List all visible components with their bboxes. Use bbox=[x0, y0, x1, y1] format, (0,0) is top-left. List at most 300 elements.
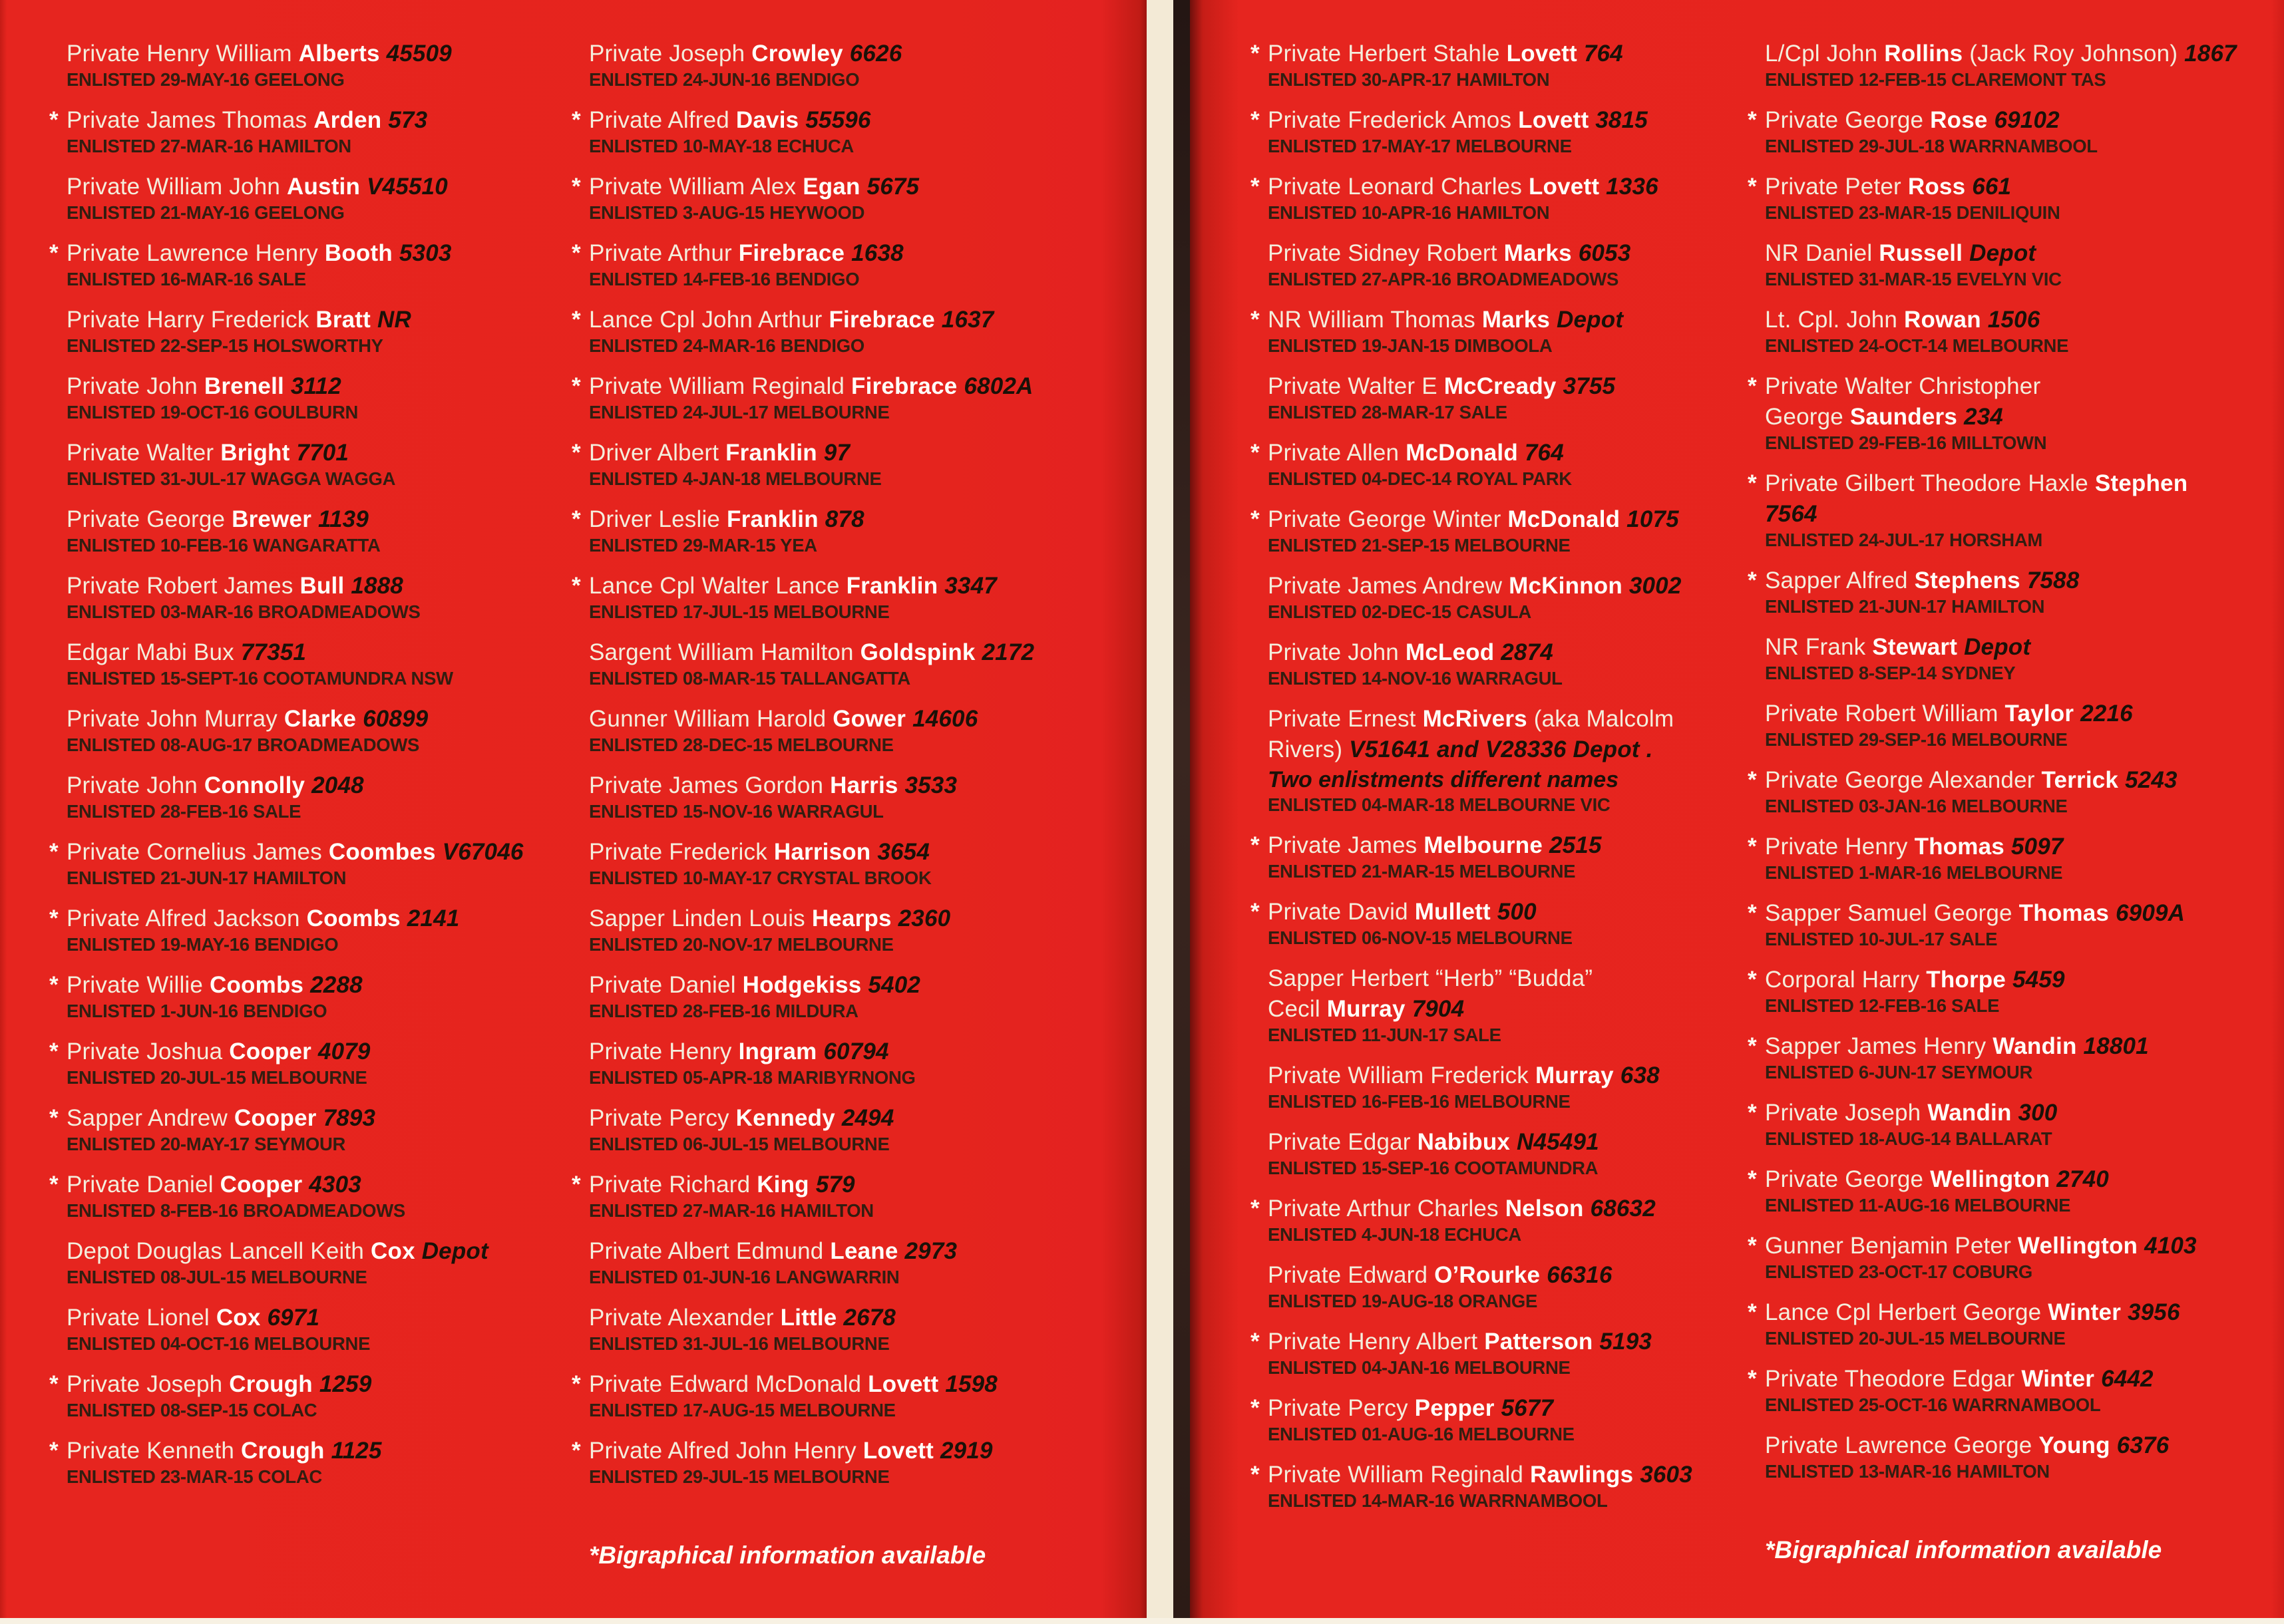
soldier-entry bbox=[1748, 965, 2283, 1017]
surname: Winter bbox=[2048, 1299, 2122, 1325]
soldier-entry bbox=[1268, 238, 1707, 290]
name-text: George bbox=[1765, 404, 1843, 430]
biography-star: * bbox=[1748, 470, 1757, 496]
service-number: 2141 bbox=[407, 905, 460, 931]
enlistment-detail: ENLISTED 03-JAN-16 MELBOURNE bbox=[1765, 796, 2068, 816]
name-text: Private William Alex bbox=[589, 174, 797, 200]
soldier-entry bbox=[1268, 571, 1707, 623]
service-number: 6376 bbox=[2116, 1432, 2170, 1458]
enlistment-detail: ENLISTED 21-MAY-16 GEELONG bbox=[67, 202, 345, 223]
surname: McKinnon bbox=[1509, 573, 1622, 599]
biography-star: * bbox=[1748, 373, 1757, 399]
name-text: Private Edward bbox=[1268, 1262, 1428, 1288]
enlistment-detail: ENLISTED 21-JUN-17 HAMILTON bbox=[67, 868, 347, 888]
name-line bbox=[1268, 1260, 1707, 1291]
biography-star: * bbox=[49, 240, 59, 266]
name-text: Private James Andrew bbox=[1268, 573, 1503, 599]
name-text: Cecil bbox=[1268, 996, 1320, 1022]
name-text: Private Harry Frederick bbox=[67, 307, 309, 333]
soldier-entry bbox=[1250, 504, 1707, 556]
surname: Coombs bbox=[306, 905, 401, 931]
biography-star: * bbox=[572, 107, 581, 133]
enlistment-detail: ENLISTED 18-AUG-14 BALLARAT bbox=[1765, 1128, 2052, 1149]
name-text: Private Henry Albert bbox=[1268, 1329, 1478, 1355]
service-number: 5459 bbox=[2012, 967, 2065, 993]
service-number: V67046 bbox=[442, 839, 524, 865]
enlistment-detail: ENLISTED 29-JUL-15 MELBOURNE bbox=[589, 1466, 890, 1487]
biography-star: * bbox=[1250, 899, 1260, 925]
soldier-entry bbox=[1268, 371, 1707, 423]
service-number: 2973 bbox=[904, 1238, 958, 1264]
name-line bbox=[67, 172, 539, 202]
enlistment-detail: ENLISTED 4-JUN-18 ECHUCA bbox=[1268, 1224, 1521, 1245]
name-line bbox=[49, 1369, 539, 1400]
surname: Arden bbox=[313, 107, 382, 133]
soldier-entry bbox=[572, 172, 1068, 224]
soldier-entry bbox=[49, 970, 539, 1022]
name-text: Private Henry William bbox=[67, 41, 292, 67]
name-line bbox=[589, 970, 1068, 1001]
name-line bbox=[1765, 1430, 2283, 1461]
name-line bbox=[1748, 965, 2283, 995]
biography-star: * bbox=[49, 1105, 59, 1131]
name-text: Private Alfred John Henry bbox=[589, 1438, 856, 1464]
name-text: Gunner Benjamin Peter bbox=[1765, 1233, 2011, 1259]
name-text: Private Henry bbox=[589, 1039, 732, 1064]
soldier-entry bbox=[589, 837, 1068, 889]
soldier-entry bbox=[1748, 832, 2283, 884]
name-line bbox=[67, 438, 539, 468]
surname: Clarke bbox=[284, 706, 357, 732]
service-number: 1259 bbox=[319, 1371, 372, 1397]
enlistment-detail: ENLISTED 15-NOV-16 WARRAGUL bbox=[589, 801, 884, 822]
name-line bbox=[1250, 172, 1707, 202]
name-text: Private George Winter bbox=[1268, 506, 1501, 532]
name-line bbox=[589, 770, 1068, 801]
service-number: 2740 bbox=[2056, 1166, 2109, 1192]
surname: Cooper bbox=[234, 1105, 317, 1131]
enlistment-detail: ENLISTED 29-FEB-16 MILLTOWN bbox=[1765, 432, 2047, 453]
name-text: Lance Cpl Herbert George bbox=[1765, 1299, 2042, 1325]
name-line bbox=[1250, 1194, 1707, 1224]
service-number: 66316 bbox=[1547, 1262, 1613, 1288]
surname: Wellington bbox=[2017, 1233, 2138, 1259]
service-number: 60794 bbox=[823, 1039, 889, 1064]
name-text: Private Joseph bbox=[67, 1371, 223, 1397]
name-text: Sapper James Henry bbox=[1765, 1033, 1987, 1059]
name-line bbox=[1748, 765, 2283, 796]
name-text: Private Ernest bbox=[1268, 706, 1416, 732]
enlistment-detail: ENLISTED 15-SEPT-16 COOTAMUNDRA NSW bbox=[67, 668, 453, 689]
surname: Davis bbox=[735, 107, 799, 133]
soldier-entry bbox=[1250, 438, 1707, 490]
soldier-entry bbox=[572, 1436, 1068, 1488]
surname: Brenell bbox=[204, 373, 284, 399]
name-line bbox=[67, 704, 539, 734]
name-line bbox=[1748, 172, 2283, 202]
enlistment-detail: ENLISTED 04-MAR-18 MELBOURNE VIC bbox=[1268, 794, 1611, 815]
enlistment-detail: ENLISTED 17-JUL-15 MELBOURNE bbox=[589, 601, 890, 622]
enlistment-detail: ENLISTED 31-JUL-17 WAGGA WAGGA bbox=[67, 468, 396, 489]
soldier-entry bbox=[1250, 830, 1707, 882]
service-number: 2048 bbox=[311, 772, 364, 798]
surname: McLeod bbox=[1405, 639, 1495, 665]
service-number: 55596 bbox=[805, 107, 871, 133]
surname: Cox bbox=[371, 1238, 415, 1264]
name-text: Private John bbox=[67, 373, 198, 399]
name-text: Sapper Linden Louis bbox=[589, 905, 805, 931]
service-number: 7588 bbox=[2026, 568, 2080, 593]
biography-star: * bbox=[1250, 174, 1260, 200]
surname: Thomas bbox=[1914, 834, 2004, 860]
surname: Franklin bbox=[727, 506, 819, 532]
biography-star: * bbox=[49, 972, 59, 998]
service-number: 6442 bbox=[2101, 1366, 2154, 1392]
surname: Wandin bbox=[1993, 1033, 2077, 1059]
biography-star: * bbox=[572, 440, 581, 466]
name-text: Private Alfred Jackson bbox=[67, 905, 300, 931]
service-number: 1867 bbox=[2184, 41, 2237, 67]
surname: Lovett bbox=[862, 1438, 934, 1464]
name-line bbox=[1268, 734, 1707, 765]
name-text: Sargent William Hamilton bbox=[589, 639, 854, 665]
soldier-entry bbox=[1268, 963, 1707, 1046]
name-text: Private Gilbert Theodore Haxle bbox=[1765, 470, 2088, 496]
name-text: Private Leonard Charles bbox=[1268, 174, 1523, 200]
soldier-entry bbox=[1765, 632, 2283, 684]
surname: Ross bbox=[1907, 174, 1966, 200]
service-number: 2874 bbox=[1501, 639, 1553, 665]
soldier-entry bbox=[572, 371, 1068, 423]
name-line bbox=[1250, 105, 1707, 136]
surname: Firebrace bbox=[738, 240, 845, 266]
soldier-entry bbox=[1765, 39, 2283, 90]
surname: Saunders bbox=[1849, 404, 1957, 430]
name-line bbox=[1765, 305, 2283, 335]
name-line bbox=[589, 1236, 1068, 1267]
service-number: 1075 bbox=[1626, 506, 1679, 532]
name-line bbox=[589, 1303, 1068, 1333]
soldier-entry bbox=[1250, 1194, 1707, 1245]
name-text: Private Walter bbox=[67, 440, 214, 466]
service-number: 3533 bbox=[904, 772, 958, 798]
soldier-entry bbox=[1765, 1430, 2283, 1482]
enlistment-detail: ENLISTED 30-APR-17 HAMILTON bbox=[1268, 69, 1550, 90]
soldier-entry bbox=[67, 305, 539, 357]
book-spine-gutter bbox=[1147, 0, 1173, 1624]
soldier-entry bbox=[1765, 305, 2283, 357]
surname: Bull bbox=[299, 573, 345, 599]
soldier-entry bbox=[49, 238, 539, 290]
service-number: Depot bbox=[1557, 307, 1624, 333]
name-text: Private James Gordon bbox=[589, 772, 824, 798]
surname: Firebrace bbox=[829, 307, 935, 333]
enlistment-detail: ENLISTED 28-FEB-16 SALE bbox=[67, 801, 301, 822]
service-number: 6971 bbox=[267, 1305, 320, 1331]
name-text: Private Robert James bbox=[67, 573, 293, 599]
enlistment-detail: ENLISTED 11-AUG-16 MELBOURNE bbox=[1765, 1195, 2071, 1216]
name-text: Corporal Harry bbox=[1765, 967, 1920, 993]
service-number: 3112 bbox=[290, 373, 341, 399]
service-number: 2494 bbox=[841, 1105, 894, 1131]
name-line bbox=[572, 1369, 1068, 1400]
biography-star: * bbox=[572, 506, 581, 532]
name-text: Private Lionel bbox=[67, 1305, 210, 1331]
name-line bbox=[67, 371, 539, 402]
name-text: Private Daniel bbox=[67, 1172, 214, 1198]
biography-star: * bbox=[1250, 1329, 1260, 1355]
name-line bbox=[589, 1103, 1068, 1134]
service-number: 7904 bbox=[1412, 996, 1465, 1022]
soldier-entry bbox=[589, 1236, 1068, 1288]
service-number: 60899 bbox=[363, 706, 429, 732]
enlistment-detail: ENLISTED 12-FEB-16 SALE bbox=[1765, 995, 2000, 1016]
name-line bbox=[49, 970, 539, 1001]
enlistment-detail: ENLISTED 10-MAY-18 ECHUCA bbox=[589, 136, 854, 156]
service-number: 6802A bbox=[964, 373, 1034, 399]
enlistment-detail: ENLISTED 21-MAR-15 MELBOURNE bbox=[1268, 861, 1576, 882]
name-line bbox=[1765, 238, 2283, 269]
soldier-entry bbox=[572, 305, 1068, 357]
enlistment-detail: ENLISTED 10-MAY-17 CRYSTAL BROOK bbox=[589, 868, 932, 888]
surname: Coombes bbox=[328, 839, 436, 865]
biography-star: * bbox=[572, 1371, 581, 1397]
enlistment-detail: ENLISTED 24-JUN-16 BENDIGO bbox=[589, 69, 860, 90]
name-text: Private George bbox=[67, 506, 226, 532]
name-text: Private Edward McDonald bbox=[589, 1371, 862, 1397]
name-text: Driver Albert bbox=[589, 440, 719, 466]
name-line bbox=[1250, 39, 1707, 69]
name-text: Sapper Alfred bbox=[1765, 568, 1908, 593]
biography-star: * bbox=[1250, 1196, 1260, 1221]
service-number: 1125 bbox=[331, 1438, 382, 1464]
name-line bbox=[1748, 1164, 2283, 1195]
name-line bbox=[572, 438, 1068, 468]
enlistment-detail: ENLISTED 8-FEB-16 BROADMEADOWS bbox=[67, 1200, 405, 1221]
name-line bbox=[1250, 504, 1707, 535]
surname: Coombs bbox=[210, 972, 304, 998]
name-line bbox=[1268, 963, 1707, 994]
name-text: Private Daniel bbox=[589, 972, 736, 998]
service-number: 18801 bbox=[2083, 1033, 2149, 1059]
name-line bbox=[67, 637, 539, 668]
name-text: Lance Cpl John Arthur bbox=[589, 307, 823, 333]
enlistment-detail: ENLISTED 23-MAR-15 COLAC bbox=[67, 1466, 322, 1487]
soldier-entry bbox=[589, 39, 1068, 90]
enlistment-detail: ENLISTED 10-FEB-16 WANGARATTA bbox=[67, 535, 381, 556]
name-text: Private Alfred bbox=[589, 107, 729, 133]
surname: Brewer bbox=[232, 506, 312, 532]
service-number: 3815 bbox=[1595, 107, 1648, 133]
soldier-entry bbox=[1250, 305, 1707, 357]
name-text: Private John bbox=[67, 772, 198, 798]
biography-star: * bbox=[572, 1172, 581, 1198]
enlistment-detail: ENLISTED 1-JUN-16 BENDIGO bbox=[67, 1001, 327, 1021]
enlistment-detail: ENLISTED 19-OCT-16 GOULBURN bbox=[67, 402, 359, 422]
name-text: Private Arthur bbox=[589, 240, 732, 266]
enlistment-detail: ENLISTED 08-MAR-15 TALLANGATTA bbox=[589, 668, 910, 689]
biography-star: * bbox=[1748, 1299, 1757, 1325]
surname: Egan bbox=[803, 174, 860, 200]
enlistment-detail: ENLISTED 01-AUG-16 MELBOURNE bbox=[1268, 1424, 1575, 1444]
service-number: 2172 bbox=[982, 639, 1035, 665]
biography-star: * bbox=[572, 573, 581, 599]
surname: Thorpe bbox=[1926, 967, 2006, 993]
surname: McRivers bbox=[1422, 706, 1527, 732]
soldier-entry bbox=[67, 504, 539, 556]
surname: Franklin bbox=[846, 573, 938, 599]
service-number: 14606 bbox=[912, 706, 978, 732]
name-text: Edgar Mabi Bux bbox=[67, 639, 234, 665]
biography-star: * bbox=[49, 107, 59, 133]
surname: Marks bbox=[1503, 240, 1572, 266]
enlistment-detail: ENLISTED 23-OCT-17 COBURG bbox=[1765, 1261, 2033, 1282]
enlistment-detail: ENLISTED 12-FEB-15 CLAREMONT TAS bbox=[1765, 69, 2106, 90]
service-number: 5243 bbox=[2125, 767, 2178, 793]
enlistment-detail: ENLISTED 15-SEP-16 COOTAMUNDRA bbox=[1268, 1158, 1599, 1178]
enlistment-detail: ENLISTED 24-JUL-17 HORSHAM bbox=[1765, 530, 2042, 550]
surname: McCready bbox=[1443, 373, 1557, 399]
service-number: 573 bbox=[388, 107, 428, 133]
name-line bbox=[572, 1170, 1068, 1200]
soldier-entry bbox=[49, 1369, 539, 1421]
service-number: 1598 bbox=[945, 1371, 998, 1397]
name-text: L/Cpl John bbox=[1765, 41, 1878, 67]
biography-star: * bbox=[49, 1039, 59, 1064]
enlistment-detail: ENLISTED 14-MAR-16 WARRNAMBOOL bbox=[1268, 1490, 1608, 1511]
biography-star: * bbox=[1748, 1100, 1757, 1126]
enlistment-detail: ENLISTED 31-JUL-16 MELBOURNE bbox=[589, 1333, 890, 1354]
name-line bbox=[1268, 637, 1707, 668]
surname: Harrison bbox=[773, 839, 871, 865]
soldier-entry bbox=[1748, 566, 2283, 617]
soldier-entry bbox=[67, 637, 539, 689]
enlistment-detail: ENLISTED 21-SEP-15 MELBOURNE bbox=[1268, 535, 1571, 556]
service-number: 5675 bbox=[866, 174, 920, 200]
soldier-entry bbox=[1268, 1260, 1707, 1312]
enlistment-detail: ENLISTED 27-MAR-16 HAMILTON bbox=[67, 136, 351, 156]
enlistment-detail: ENLISTED 21-JUN-17 HAMILTON bbox=[1765, 596, 2045, 617]
name-line bbox=[572, 238, 1068, 269]
name-text: Private Richard bbox=[589, 1172, 751, 1198]
service-number: Depot bbox=[421, 1238, 488, 1264]
enlistment-detail: ENLISTED 20-JUL-15 MELBOURNE bbox=[67, 1067, 367, 1088]
service-number: 500 bbox=[1497, 899, 1537, 925]
service-number: 2678 bbox=[843, 1305, 896, 1331]
service-number: 3755 bbox=[1563, 373, 1616, 399]
surname: Alberts bbox=[298, 41, 380, 67]
enlistment-detail: ENLISTED 29-MAR-15 YEA bbox=[589, 535, 817, 556]
name-line bbox=[1250, 897, 1707, 927]
service-number: 7701 bbox=[296, 440, 349, 466]
biography-star: * bbox=[1748, 967, 1757, 993]
enlistment-detail: ENLISTED 08-AUG-17 BROADMEADOWS bbox=[67, 734, 420, 755]
name-line bbox=[1250, 830, 1707, 861]
soldier-entry bbox=[572, 105, 1068, 157]
soldier-entry bbox=[67, 1303, 539, 1355]
enlistment-detail: ENLISTED 23-MAR-15 DENILIQUIN bbox=[1765, 202, 2060, 223]
enlistment-detail: ENLISTED 04-DEC-14 ROYAL PARK bbox=[1268, 468, 1572, 489]
service-number: 661 bbox=[1972, 174, 2012, 200]
soldier-entry bbox=[1748, 1297, 2283, 1349]
service-number: 4303 bbox=[309, 1172, 361, 1198]
service-number: 69102 bbox=[1994, 107, 2060, 133]
surname: Goldspink bbox=[860, 639, 976, 665]
name-text: Private Robert William bbox=[1765, 701, 1998, 727]
enlistment-detail: ENLISTED 02-DEC-15 CASULA bbox=[1268, 601, 1531, 622]
name-line bbox=[1748, 1364, 2283, 1394]
name-text: Private William John bbox=[67, 174, 281, 200]
surname: Lovett bbox=[1518, 107, 1589, 133]
surname: Cooper bbox=[220, 1172, 303, 1198]
name-line bbox=[67, 770, 539, 801]
name-line bbox=[572, 1436, 1068, 1466]
service-number: 4103 bbox=[2144, 1233, 2197, 1259]
name-line bbox=[1250, 1393, 1707, 1424]
service-number: 77351 bbox=[240, 639, 307, 665]
name-line bbox=[1250, 305, 1707, 335]
service-number: 1506 bbox=[1987, 307, 2040, 333]
soldier-entry bbox=[572, 1369, 1068, 1421]
name-text: Private Henry bbox=[1765, 834, 1908, 860]
biography-star: * bbox=[1250, 107, 1260, 133]
service-number: 1638 bbox=[851, 240, 904, 266]
name-line bbox=[1765, 699, 2283, 729]
name-text: Private Percy bbox=[1268, 1395, 1408, 1421]
name-line bbox=[49, 837, 539, 868]
enlistment-detail: ENLISTED 19-JAN-15 DIMBOOLA bbox=[1268, 335, 1553, 356]
surname: Rose bbox=[1930, 107, 1988, 133]
soldier-entry bbox=[572, 438, 1068, 490]
service-number: 300 bbox=[2018, 1100, 2058, 1126]
name-line bbox=[49, 1436, 539, 1466]
enlistment-detail: ENLISTED 03-MAR-16 BROADMEADOWS bbox=[67, 601, 421, 622]
roll-column-4 bbox=[1748, 39, 2283, 1565]
service-number: 7564 bbox=[1765, 501, 1817, 527]
surname: Franklin bbox=[725, 440, 817, 466]
name-text: Private Alexander bbox=[589, 1305, 774, 1331]
soldier-entry bbox=[589, 1103, 1068, 1155]
service-number: 3603 bbox=[1640, 1462, 1692, 1488]
name-text: Private Joseph bbox=[1765, 1100, 1921, 1126]
enlistment-detail: ENLISTED 08-SEP-15 COLAC bbox=[67, 1400, 317, 1420]
name-text: Private Lawrence Henry bbox=[67, 240, 318, 266]
surname: Melbourne bbox=[1424, 832, 1543, 858]
name-line bbox=[1765, 39, 2283, 69]
enlistment-detail: ENLISTED 27-APR-16 BROADMEADOWS bbox=[1268, 269, 1619, 289]
name-text: Private James bbox=[1268, 832, 1418, 858]
surname: Wellington bbox=[1930, 1166, 2050, 1192]
name-line bbox=[589, 704, 1068, 734]
name-text: Private Allen bbox=[1268, 440, 1400, 466]
name-line bbox=[49, 238, 539, 269]
name-line bbox=[572, 504, 1068, 535]
name-text: Private William Reginald bbox=[1268, 1462, 1524, 1488]
name-text: Private Joseph bbox=[589, 41, 745, 67]
name-text: Private John bbox=[1268, 639, 1399, 665]
name-text: NR Daniel bbox=[1765, 240, 1873, 266]
biography-star: * bbox=[572, 373, 581, 399]
service-number: 1336 bbox=[1606, 174, 1658, 200]
roll-column-1 bbox=[49, 39, 539, 1488]
name-alias: (Jack Roy Johnson) bbox=[1969, 41, 2178, 67]
surname: Hearps bbox=[811, 905, 892, 931]
name-line bbox=[1268, 704, 1707, 734]
biography-star: * bbox=[1748, 568, 1757, 593]
service-number: 579 bbox=[815, 1172, 855, 1198]
biography-star: * bbox=[1748, 1366, 1757, 1392]
name-line bbox=[589, 1037, 1068, 1067]
